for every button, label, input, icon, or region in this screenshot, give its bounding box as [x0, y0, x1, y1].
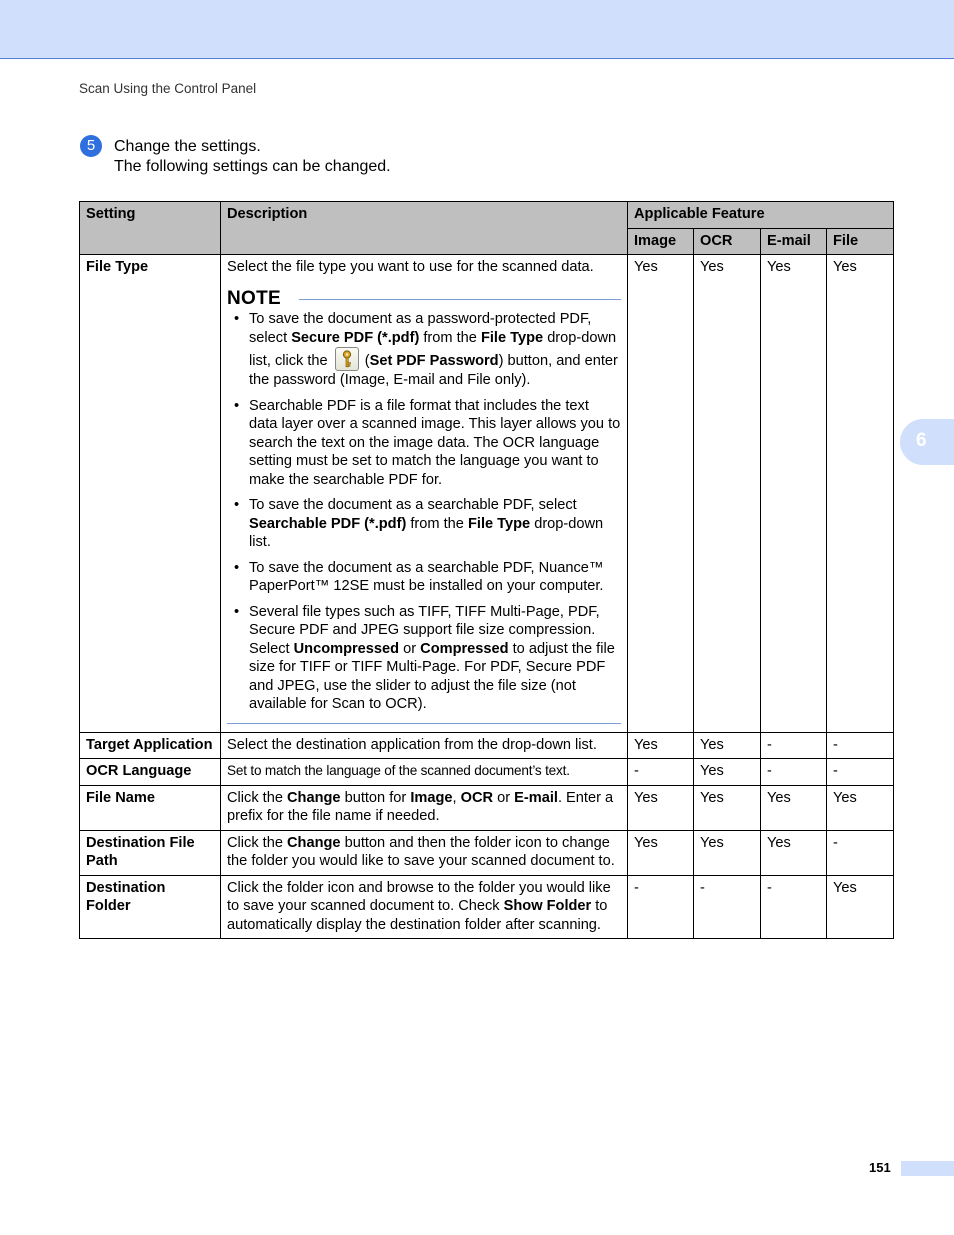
image-cell: Yes [628, 732, 694, 759]
file-cell: - [827, 732, 894, 759]
table-row [80, 759, 894, 786]
step-number-badge: 5 [80, 135, 102, 157]
ocr-cell: Yes [694, 255, 761, 733]
description-cell: Set to match the language of the scanned document’s text. [221, 759, 628, 786]
header-applicable-feature: Applicable Feature [628, 202, 894, 229]
description-cell: Click the folder icon and browse to the folder you would like to save your scanned document to. Check Show Folder to automatically display the destination folder after scanning. [221, 875, 628, 939]
file-cell: - [827, 759, 894, 786]
description-cell: Select the destination application from the drop-down list. [221, 732, 628, 759]
header-description: Description [221, 202, 628, 255]
note-header [227, 287, 621, 309]
header-file: File [827, 228, 894, 255]
setting-name: Destination Folder [80, 875, 221, 939]
step-instruction: Change the settings. [114, 138, 261, 155]
image-cell: - [628, 875, 694, 939]
file-cell: Yes [827, 255, 894, 733]
header-ocr: OCR [694, 228, 761, 255]
note-title: NOTE [227, 287, 281, 309]
ocr-cell: Yes [694, 830, 761, 875]
top-band [0, 0, 954, 59]
page-number-bar [901, 1161, 954, 1176]
table-row [80, 732, 894, 759]
note-bottom-rule [227, 723, 621, 724]
image-cell: - [628, 759, 694, 786]
header-image: Image [628, 228, 694, 255]
file-cell: Yes [827, 875, 894, 939]
file-cell: - [827, 830, 894, 875]
email-cell: Yes [761, 255, 827, 733]
note-item: • To save the document as a searchable PDF, Nuance™ PaperPort™ 12SE must be installed on your computer. [227, 559, 621, 596]
file-cell: Yes [827, 785, 894, 830]
image-cell: Yes [628, 785, 694, 830]
page-number: 151 [869, 1160, 891, 1175]
description-text: Select the file type you want to use for the scanned data. [227, 259, 594, 275]
table-row [80, 875, 894, 939]
email-cell: Yes [761, 830, 827, 875]
table-header-row [80, 202, 894, 229]
setting-name: File Type [80, 255, 221, 733]
setting-name: Destination File Path [80, 830, 221, 875]
note-divider [299, 299, 621, 300]
note-item: • Searchable PDF is a file format that includes the text data layer over a scanned image. This layer allows you to search the text on the image data. The OCR language setting must be set to match the language you want to make the searchable PDF for. [227, 397, 621, 490]
chapter-number: 6 [916, 430, 927, 451]
ocr-cell: Yes [694, 732, 761, 759]
table-row [80, 830, 894, 875]
note-list [227, 310, 621, 714]
setting-name: OCR Language [80, 759, 221, 786]
email-cell: - [761, 732, 827, 759]
note-item: • To save the document as a password-protected PDF, select Secure PDF (*.pdf) from the File Type drop-down list, click the (Set PDF Password) button, and enter the password (Image, E-mail and File only). [227, 310, 621, 390]
email-cell: Yes [761, 785, 827, 830]
description-cell: Click the Change button and then the folder icon to change the folder you would like to save your scanned document to. [221, 830, 628, 875]
note-item: • To save the document as a searchable PDF, select Searchable PDF (*.pdf) from the File Type drop-down list. [227, 496, 621, 552]
description-cell: Click the Change button for Image, OCR or E-mail. Enter a prefix for the file name if needed. [221, 785, 628, 830]
image-cell: Yes [628, 830, 694, 875]
setting-name: File Name [80, 785, 221, 830]
note-item: • Several file types such as TIFF, TIFF Multi-Page, PDF, Secure PDF and JPEG support file size compression. Select Uncompressed or Compressed to adjust the file size for TIFF or TIFF Multi-Page. For PDF, Secure PDF and JPEG, use the slider to adjust the file size (not available for Scan to OCR). [227, 603, 621, 714]
step-subtext: The following settings can be changed. [114, 158, 391, 175]
key-icon [335, 347, 359, 371]
table-row [80, 255, 894, 733]
email-cell: - [761, 759, 827, 786]
image-cell: Yes [628, 255, 694, 733]
header-setting: Setting [80, 202, 221, 255]
chapter-tab [900, 419, 954, 465]
ocr-cell: Yes [694, 785, 761, 830]
settings-table [79, 201, 894, 939]
running-header: Scan Using the Control Panel [79, 81, 257, 96]
ocr-cell: Yes [694, 759, 761, 786]
table-row [80, 785, 894, 830]
description-cell [221, 255, 628, 733]
setting-name: Target Application [80, 732, 221, 759]
ocr-cell: - [694, 875, 761, 939]
header-email: E-mail [761, 228, 827, 255]
email-cell: - [761, 875, 827, 939]
